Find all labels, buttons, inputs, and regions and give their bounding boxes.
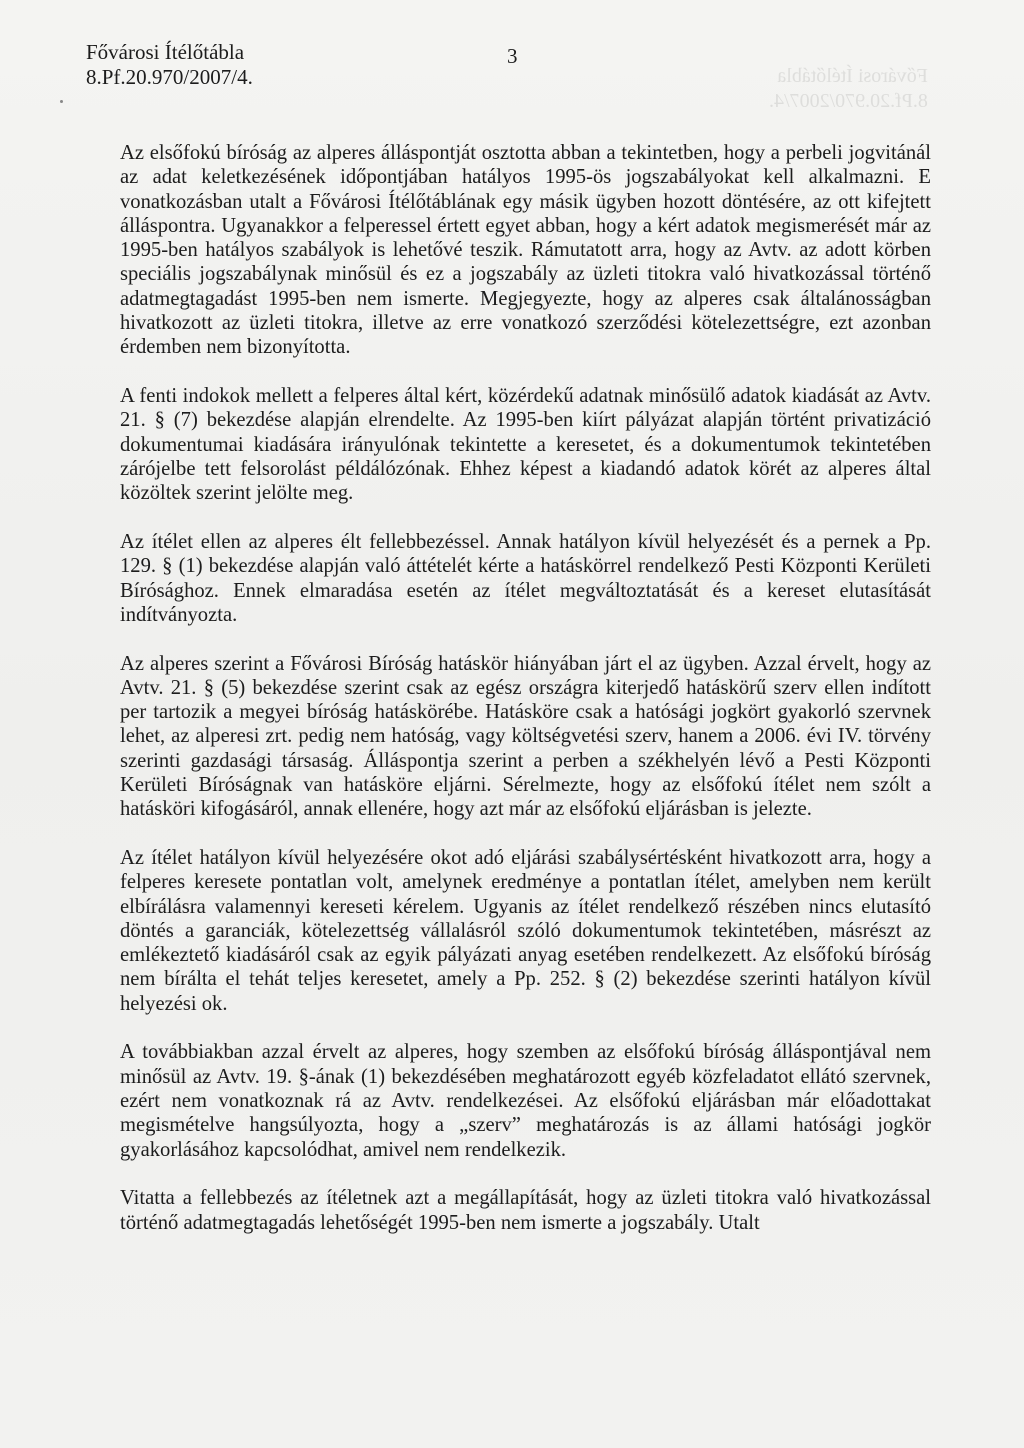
page-number: 3 <box>507 44 518 68</box>
case-number: 8.Pf.20.970/2007/4. <box>86 65 253 89</box>
paragraph: Az ítélet hatályon kívül helyezésére okot adó eljárási szabálysértésként hivatkozott arra, hogy a felperes keresete pontatlan volt, amelynek eredménye a pontatlan ítélet, amelyben nem került elbírálásra valamennyi kereseti kérelem. Ugyanis az ítélet rendelkező részében nincs elutasító döntés a garanciák, kötelezettség vállalásról szóló dokumentumok tekintetében, másrészt az emlékeztető kiadásáról csak az egyik pályázati anyag esetében rendelkezett. Az elsőfokú bíróság nem bírálta el tehát teljes keresetet, amely a Pp. 252. § (2) bekezdése szerinti hatályon kívül helyezési ok. <box>120 846 931 1015</box>
scan-speck <box>60 100 63 103</box>
document-body <box>120 141 931 1259</box>
paragraph: Az elsőfokú bíróság az alperes álláspontját osztotta abban a tekintetben, hogy a perbeli jogvitánál az adat keletkezésének időpontjában hatályos 1995-ös jogszabályokat kell alkalmazni. E vonatkozásban utalt a Fővárosi Ítélőtáblának egy másik ügyben hozott döntésére, az ott kifejtett álláspontra. Ugyanakkor a felperessel értett egyet abban, hogy a kért adatok megismerését már az 1995-ben hatályos szabályok is lehetővé teszik. Rámutatott arra, hogy az Avtv. az adott körben speciális jogszabálynak minősül és ez a jogszabály az üzleti titokra való hivatkozással történő adatmegtagadást 1995-ben nem ismerte. Megjegyezte, hogy az alperes csak általánosságban hivatkozott az üzleti titokra, illetve az erre vonatkozó szerződési kötelezettségre, ezt azonban érdemben nem bizonyította. <box>120 142 931 359</box>
bleed-through-case-number: 8.Pf.20.970/2007/4. <box>769 90 928 112</box>
paragraph: Az alperes szerint a Fővárosi Bíróság hatáskör hiányában járt el az ügyben. Azzal érvelt, hogy az Avtv. 21. § (5) bekezdése szerint csak az egész országra kiterjedő hatáskörű szerv ellen indított per tartozik a megyei bíróság hatáskörébe. Hatásköre csak a hatósági jogkört gyakorló szervnek lehet, az alperesi zrt. pedig nem hatóság, vagy költségvetési szerv, hanem a 2006. évi IV. törvény szerinti gazdasági társaság. Álláspontja szerint a perben a székhelyén lévő a Pesti Központi Kerületi Bíróságnak van hatásköre eljárni. Sérelmezte, hogy az elsőfokú ítélet nem szólt a hatásköri kifogásáról, annak ellenére, hogy azt már az elsőfokú eljárásban is jelezte. <box>120 652 931 821</box>
bleed-through-court: Fővárosi Ítélőtábla <box>777 65 928 87</box>
document-header <box>86 40 253 90</box>
paragraph: A fenti indokok mellett a felperes által kért, közérdekű adatnak minősülő adatok kiadását az Avtv. 21. § (7) bekezdése alapján elrendelte. Az 1995-ben kiírt pályázat alapján történt privatizáció dokumentumai kiadására irányulónak tekintette a keresetet, és a dokumentumok tekintetében zárójelbe tett felsorolást példálózónak. Ehhez képest a kiadandó adatok körét az alperes által közöltek szerint jelölte meg. <box>120 385 931 505</box>
bleed-through-text <box>769 64 928 114</box>
paragraph: A továbbiakban azzal érvelt az alperes, hogy szemben az elsőfokú bíróság álláspontjával nem minősül az Avtv. 19. §-ának (1) bekezdésében meghatározott egyéb közfeladatot ellátó szervnek, ezért nem vonatkoznak rá az Avtv. rendelkezései. Az elsőfokú eljárásban már előadottakat megismételve hangsúlyozta, hogy a „szerv” meghatározás is az állami hatósági jogkör gyakorlásához kapcsolódhat, amivel nem rendelkezik. <box>120 1041 931 1161</box>
paragraph: Az ítélet ellen az alperes élt fellebbezéssel. Annak hatályon kívül helyezését és a pernek a Pp. 129. § (1) bekezdése alapján való áttételét kérte a hatáskörrel rendelkező Pesti Központi Kerületi Bírósághoz. Ennek elmaradása esetén az ítélet megváltoztatását és a kereset elutasítását indítványozta. <box>120 530 931 626</box>
court-name: Fővárosi Ítélőtábla <box>86 40 245 64</box>
paragraph: Vitatta a fellebbezés az ítéletnek azt a megállapítását, hogy az üzleti titokra való hivatkozással történő adatmegtagadás lehetőségét 1995-ben nem ismerte a jogszabály. Utalt <box>120 1187 931 1234</box>
